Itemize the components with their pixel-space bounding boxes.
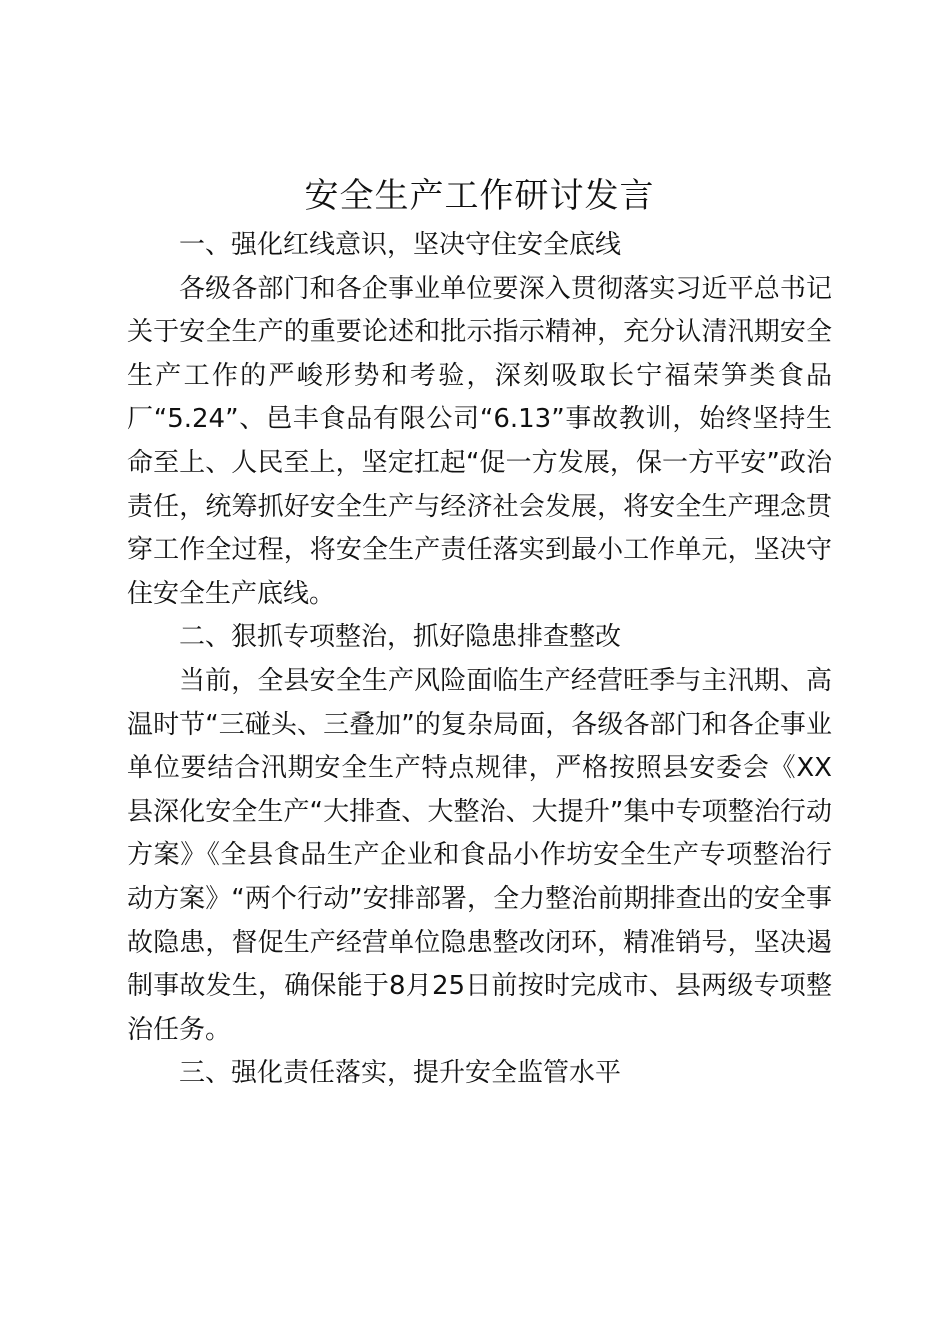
document-title: 安全生产工作研讨发言 xyxy=(304,176,655,216)
section-1-heading: 一、强化红线意识，坚决守住安全底线 xyxy=(179,230,622,260)
section-3-heading: 三、强化责任落实，提升安全监管水平 xyxy=(179,1058,622,1089)
section-2-heading: 二、狠抓专项整治，抓好隐患排查整改 xyxy=(179,622,622,653)
document-page xyxy=(127,168,832,1096)
section-1-paragraph: 各级各部门和各企事业单位要深入贯彻落实习近平总书记关于安全生产的重要论述和批示指示精神，充分认清汛期安全生产工作的严峻形势和考验，深刻吸取长宁福荣笋类食品厂“5.24”、邑丰食品有限公司“6.13”事故教训，始终坚持生命至上、人民至上，坚定扛起“促一方发展，保一方平安”政治责任，统筹抓好安全生产与经济社会发展，将安全生产理念贯穿工作全过程，将安全生产责任落实到最小工作单元，坚决守住安全生产底线。 xyxy=(127,273,832,609)
section-2-paragraph: 当前，全县安全生产风险面临生产经营旺季与主汛期、高温时节“三碰头、三叠加”的复杂局面，各级各部门和各企事业单位要结合汛期安全生产特点规律，严格按照县安委会《XX县深化安全生产“大排查、大整治、大提升”集中专项整治行动方案》《全县食品生产企业和食品小作坊安全生产专项整治行动方案》“两个行动”安排部署，全力整治前期排查出的安全事故隐患，督促生产经营单位隐患整改闭环，精准销号，坚决遏制事故发生，确保能于8月25日前按时完成市、县两级专项整治任务。 xyxy=(127,665,832,1045)
